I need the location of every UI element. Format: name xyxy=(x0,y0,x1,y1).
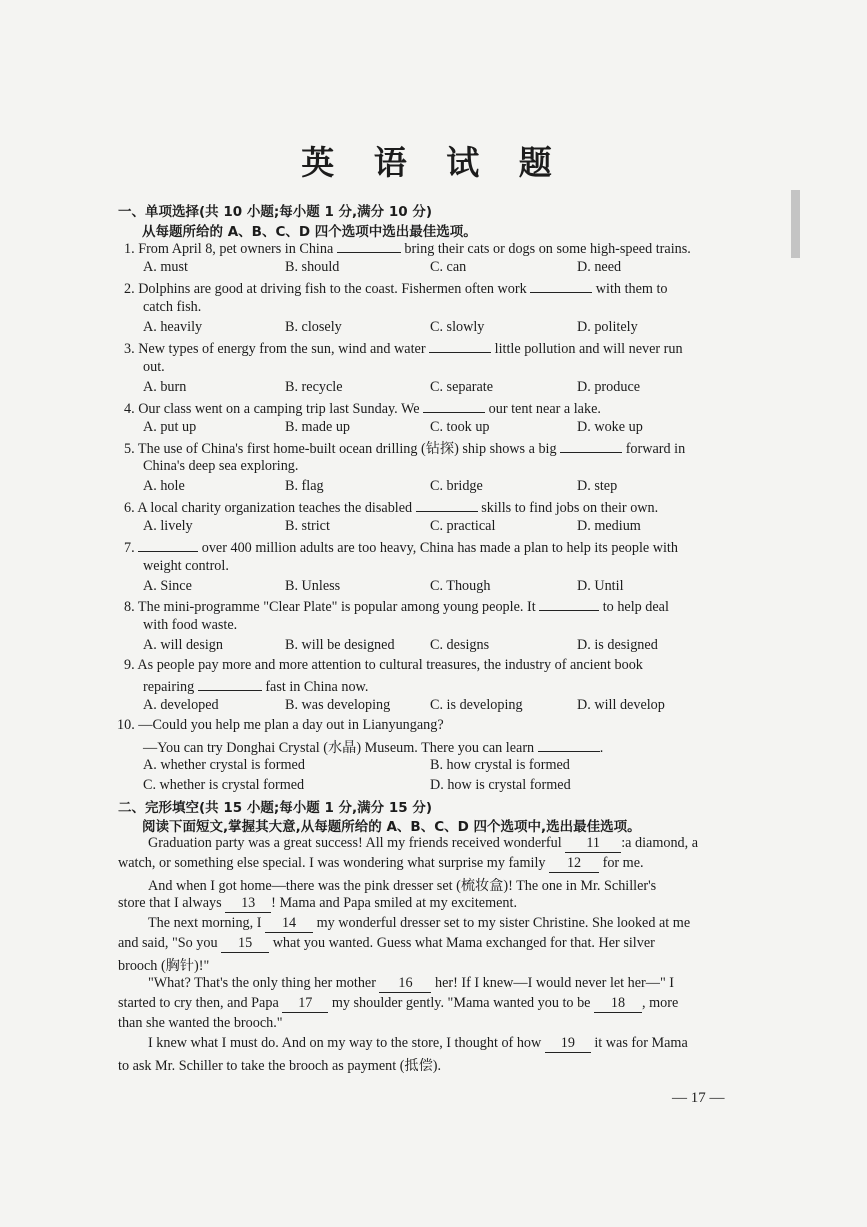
option-b[interactable]: B. how crystal is formed xyxy=(430,757,570,773)
option-a[interactable]: A. hole xyxy=(143,478,185,494)
option-d[interactable]: D. will develop xyxy=(577,697,665,713)
question-continuation: out. xyxy=(143,359,165,375)
question-continuation xyxy=(143,677,368,696)
option-c[interactable]: C. whether is crystal formed xyxy=(143,777,305,793)
option-b[interactable]: B. was developing xyxy=(285,697,391,713)
stem: . xyxy=(599,740,604,756)
option-d[interactable]: D. step xyxy=(577,478,618,494)
stem: 2. Dolphins are good at driving fish to the coast. Fishermen often work xyxy=(124,281,527,297)
passage-text: what you wanted. Guess what Mama exchanged for that. Her silver xyxy=(272,935,655,951)
question-10: 10. —Could you help me plan a day out in Lianyungang? xyxy=(117,717,444,733)
blank-11[interactable]: 11 xyxy=(565,835,621,853)
blank-15[interactable]: 15 xyxy=(221,935,269,953)
passage-text: store that I always xyxy=(118,895,222,911)
passage-line: to ask Mr. Schiller to take the brooch as payment (抵偿). xyxy=(118,1058,442,1074)
option-d[interactable]: D. woke up xyxy=(577,419,643,435)
section1-instruction: 从每题所给的 A、B、C、D 四个选项中选出最佳选项。 xyxy=(142,224,477,240)
question-2 xyxy=(124,279,668,298)
option-b[interactable]: B. recycle xyxy=(285,379,343,395)
option-b[interactable]: B. will be designed xyxy=(285,637,395,653)
passage-line xyxy=(118,935,655,953)
passage-text: , more xyxy=(642,995,679,1011)
answer-blank[interactable] xyxy=(337,239,401,253)
passage-line: And when I got home—there was the pink dresser set (梳妆盒)! The one in Mr. Schiller's xyxy=(148,878,657,894)
option-a[interactable]: A. burn xyxy=(143,379,187,395)
answer-blank[interactable] xyxy=(538,738,600,752)
answer-blank[interactable] xyxy=(138,538,198,552)
passage-line xyxy=(148,1035,688,1053)
answer-blank[interactable] xyxy=(560,439,622,453)
passage-line xyxy=(148,915,690,933)
stem: little pollution and will never run xyxy=(494,341,683,357)
answer-blank[interactable] xyxy=(530,279,592,293)
stem: 3. New types of energy from the sun, wind and water xyxy=(124,341,426,357)
passage-line xyxy=(118,855,644,873)
blank-19[interactable]: 19 xyxy=(545,1035,591,1053)
option-c[interactable]: C. slowly xyxy=(430,319,485,335)
option-c[interactable]: C. Though xyxy=(430,578,491,594)
question-continuation: catch fish. xyxy=(143,299,202,315)
question-7 xyxy=(124,538,678,557)
option-b[interactable]: B. flag xyxy=(285,478,324,494)
passage-line xyxy=(118,895,517,913)
stem: 8. The mini-programme "Clear Plate" is popular among young people. It xyxy=(124,599,536,615)
option-d[interactable]: D. medium xyxy=(577,518,641,534)
passage-text: it was for Mama xyxy=(594,1035,688,1051)
stem: over 400 million adults are too heavy, China has made a plan to help its people with xyxy=(201,540,678,556)
option-d[interactable]: D. produce xyxy=(577,379,641,395)
passage-text: and said, "So you xyxy=(118,935,218,951)
blank-17[interactable]: 17 xyxy=(282,995,328,1013)
stem: to help deal xyxy=(602,599,669,615)
option-b[interactable]: B. should xyxy=(285,259,340,275)
stem: fast in China now. xyxy=(265,679,369,695)
passage-line xyxy=(118,995,678,1013)
page-number: — 17 — xyxy=(672,1090,725,1106)
option-a[interactable]: A. put up xyxy=(143,419,197,435)
answer-blank[interactable] xyxy=(198,677,262,691)
option-c[interactable]: C. bridge xyxy=(430,478,483,494)
passage-text: ! Mama and Papa smiled at my excitement. xyxy=(271,895,518,911)
option-c[interactable]: C. designs xyxy=(430,637,490,653)
passage-text: started to cry then, and Papa xyxy=(118,995,279,1011)
question-continuation: with food waste. xyxy=(143,617,238,633)
option-d[interactable]: D. politely xyxy=(577,319,638,335)
option-d[interactable]: D. need xyxy=(577,259,622,275)
option-c[interactable]: C. is developing xyxy=(430,697,523,713)
answer-blank[interactable] xyxy=(539,597,599,611)
question-1 xyxy=(124,239,691,258)
question-6 xyxy=(124,498,658,517)
answer-blank[interactable] xyxy=(423,399,485,413)
passage-text: for me. xyxy=(602,855,644,871)
option-a[interactable]: A. Since xyxy=(143,578,192,594)
passage-text: her! If I knew—I would never let her—" I xyxy=(435,975,675,991)
passage-text: my wonderful dresser set to my sister Christine. She looked at me xyxy=(316,915,691,931)
passage-text: The next morning, I xyxy=(148,915,262,931)
answer-blank[interactable] xyxy=(429,339,491,353)
passage-text: :a diamond, a xyxy=(621,835,699,851)
stem: bring their cats or dogs on some high-speed trains. xyxy=(404,241,691,257)
option-b[interactable]: B. closely xyxy=(285,319,342,335)
passage-line xyxy=(148,835,698,853)
passage-text: Graduation party was a great success! All my friends received wonderful xyxy=(148,835,562,851)
question-8 xyxy=(124,597,669,616)
passage-text: "What? That's the only thing her mother xyxy=(148,975,376,991)
section2-heading: 二、完形填空(共 15 小题;每小题 1 分,满分 15 分) xyxy=(118,800,433,816)
blank-14[interactable]: 14 xyxy=(265,915,313,933)
option-c[interactable]: C. practical xyxy=(430,518,496,534)
question-9: 9. As people pay more and more attention to cultural treasures, the industry of ancient book xyxy=(124,657,643,673)
passage-text: I knew what I must do. And on my way to the store, I thought of how xyxy=(148,1035,542,1051)
blank-13[interactable]: 13 xyxy=(225,895,271,913)
question-3 xyxy=(124,339,683,358)
option-a[interactable]: A. developed xyxy=(143,697,219,713)
option-d[interactable]: D. how is crystal formed xyxy=(430,777,571,793)
blank-16[interactable]: 16 xyxy=(379,975,431,993)
option-a[interactable]: A. heavily xyxy=(143,319,203,335)
option-c[interactable]: C. separate xyxy=(430,379,494,395)
blank-18[interactable]: 18 xyxy=(594,995,642,1013)
option-d[interactable]: D. is designed xyxy=(577,637,658,653)
option-a[interactable]: A. must xyxy=(143,259,188,275)
passage-line: than she wanted the brooch." xyxy=(118,1015,283,1031)
section2-instruction: 阅读下面短文,掌握其大意,从每题所给的 A、B、C、D 四个选项中,选出最佳选项。 xyxy=(142,819,641,835)
stem: 7. xyxy=(124,540,135,556)
option-c[interactable]: C. can xyxy=(430,259,467,275)
stem: repairing xyxy=(143,679,195,695)
question-4 xyxy=(124,399,601,418)
question-continuation: weight control. xyxy=(143,558,229,574)
option-d[interactable]: D. Until xyxy=(577,578,624,594)
stem: —You can try Donghai Crystal (水晶) Museum. There you can learn xyxy=(143,740,535,756)
answer-blank[interactable] xyxy=(416,498,478,512)
page-title: 英 语 试 题 xyxy=(301,143,566,182)
stem: 4. Our class went on a camping trip last Sunday. We xyxy=(124,401,420,417)
option-b[interactable]: B. made up xyxy=(285,419,351,435)
option-c[interactable]: C. took up xyxy=(430,419,490,435)
stem: with them to xyxy=(595,281,668,297)
stem: skills to find jobs on their own. xyxy=(481,500,659,516)
passage-text: watch, or something else special. I was wondering what surprise my family xyxy=(118,855,546,871)
stem: 5. The use of China's first home-built ocean drilling (钻探) ship shows a big xyxy=(124,441,557,457)
stem: our tent near a lake. xyxy=(488,401,601,417)
blank-12[interactable]: 12 xyxy=(549,855,599,873)
passage-line xyxy=(148,975,674,993)
option-b[interactable]: B. strict xyxy=(285,518,330,534)
stem: 1. From April 8, pet owners in China xyxy=(124,241,334,257)
option-b[interactable]: B. Unless xyxy=(285,578,341,594)
question-continuation: China's deep sea exploring. xyxy=(143,458,299,474)
option-a[interactable]: A. whether crystal is formed xyxy=(143,757,305,773)
passage-line: brooch (胸针)!" xyxy=(118,958,210,974)
stem: forward in xyxy=(625,441,686,457)
stem: 6. A local charity organization teaches the disabled xyxy=(124,500,413,516)
question-continuation xyxy=(143,737,603,757)
option-a[interactable]: A. lively xyxy=(143,518,193,534)
question-5 xyxy=(124,438,685,458)
section1-heading: 一、单项选择(共 10 小题;每小题 1 分,满分 10 分) xyxy=(118,204,433,220)
scrollbar[interactable] xyxy=(791,190,800,258)
option-a[interactable]: A. will design xyxy=(143,637,223,653)
passage-text: my shoulder gently. "Mama wanted you to be xyxy=(331,995,591,1011)
